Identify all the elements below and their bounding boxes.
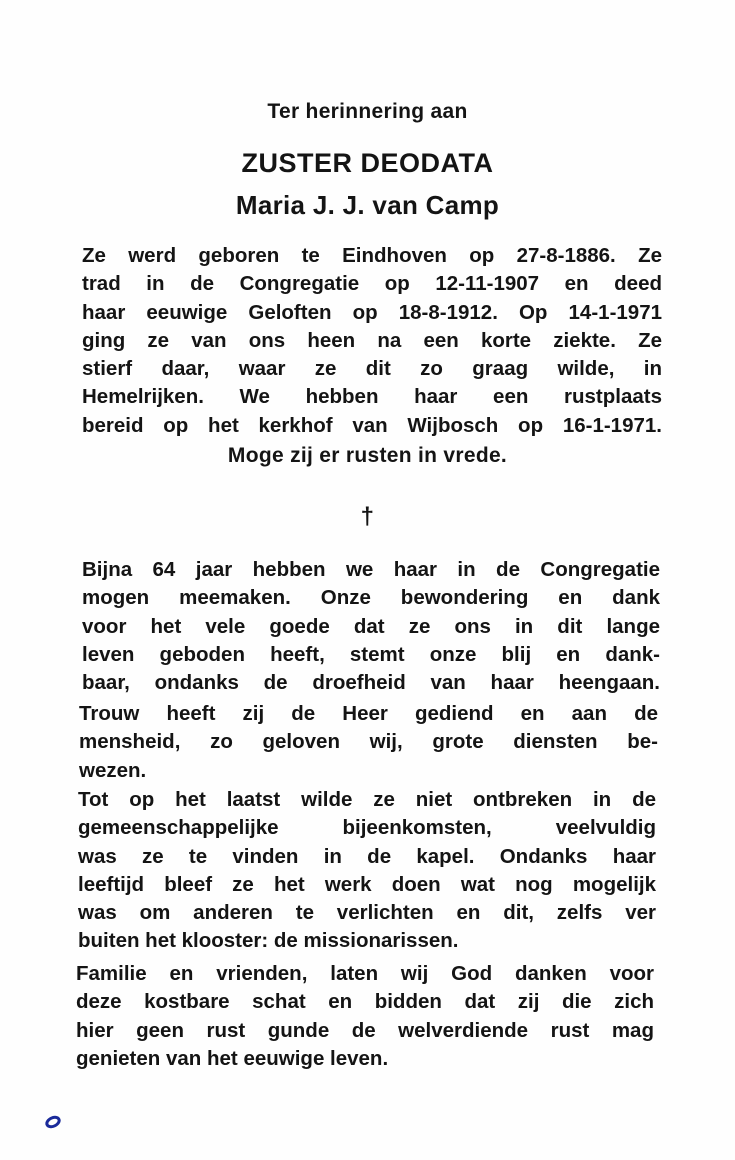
memorial-line: leven geboden heeft, stemt onze blij en dank- [82,642,660,666]
memorial-line: Bijna 64 jaar hebben we haar in de Congregatie [82,558,660,581]
intro-text: Ter herinnering aan [267,100,468,123]
memorial-line: buiten het klooster: de missionarissen. [78,929,459,953]
memorial-line: voor het vele goede dat ze ons in dit lange [82,614,660,638]
memorial-line: hier geen rust gunde de welverdiende rust mag [76,1018,654,1042]
prayer-text: Moge zij er rusten in vrede. [227,444,508,467]
page-title: ZUSTER DEODATA [241,148,494,178]
memorial-line: Tot op het laatst wilde ze niet ontbreken in de [78,788,656,811]
full-name: Maria J. J. van Camp [235,190,500,220]
pen-mark-icon [44,1115,62,1129]
memorial-line: mogen meemaken. Onze bewondering en dank [82,586,660,610]
memorial-paragraph-2 [79,700,658,785]
biography-line: ging ze van ons heen na een korte ziekte. Ze [82,328,662,352]
biography-line: bereid op het kerkhof van Wijbosch op 16-1-1971. [82,413,662,437]
latin-cross-icon: † [360,503,375,530]
memorial-paragraph-3 [78,786,656,956]
memorial-paragraph-1 [82,556,660,697]
memorial-line: wezen. [79,758,147,782]
memorial-line: deze kostbare schat en bidden dat zij die zich [76,990,654,1014]
memorial-line: was om anderen te verlichten en dit, zelfs ver [78,901,656,925]
biography-line: Hemelrijken. We hebben haar een rustplaats [82,385,662,409]
memorial-line: Trouw heeft zij de Heer gediend en aan de [79,702,658,725]
memorial-paragraph-4 [76,960,654,1073]
biography-line: Ze werd geboren te Eindhoven op 27-8-1886. Ze [82,244,662,267]
biography-paragraph [82,242,662,440]
memorial-line: genieten van het eeuwige leven. [76,1046,389,1070]
memorial-line: leeftijd bleef ze het werk doen wat nog mogelijk [78,872,656,896]
memorial-line: gemeenschappelijke bijeenkomsten, veelvuldig [78,816,656,840]
memorial-line: baar, ondanks de droefheid van haar heengaan. [82,671,660,695]
memorial-line: Familie en vrienden, laten wij God danken voor [76,962,654,985]
biography-line: trad in de Congregatie op 12-11-1907 en deed [82,272,662,296]
memorial-line: was ze te vinden in de kapel. Ondanks haar [78,844,656,868]
memorial-line: mensheid, zo geloven wij, grote diensten be- [79,730,658,754]
biography-line: stierf daar, waar ze dit zo graag wilde, in [82,357,662,381]
biography-line: haar eeuwige Geloften op 18-8-1912. Op 14-1-1971 [82,300,662,324]
